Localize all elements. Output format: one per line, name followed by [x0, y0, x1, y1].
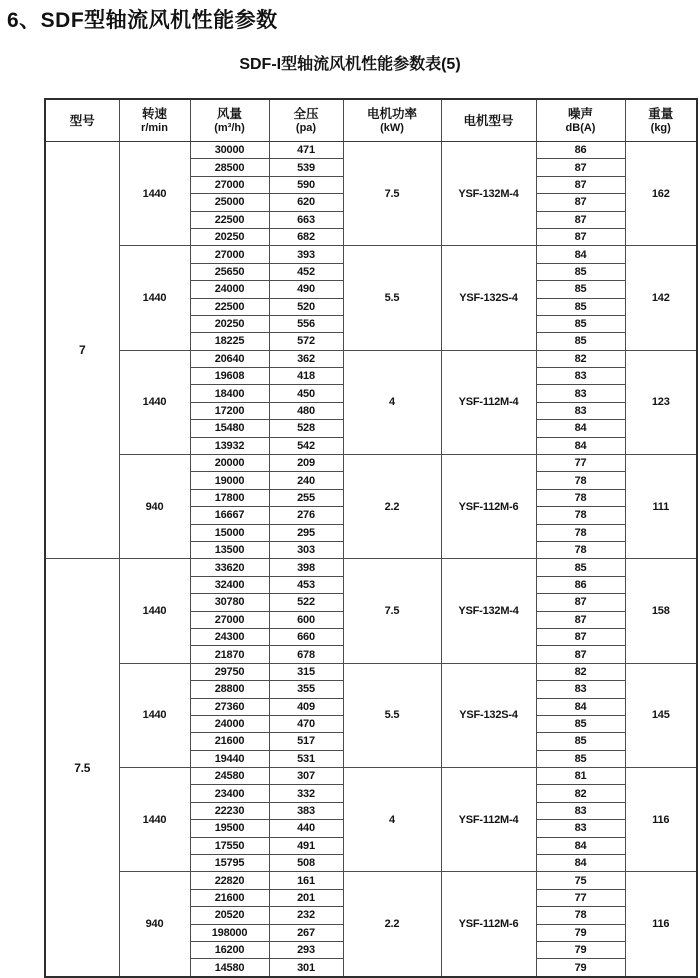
- airflow-cell: 22820: [190, 872, 269, 889]
- col-header-model: [45, 99, 119, 142]
- pressure-cell: 620: [269, 194, 343, 211]
- airflow-cell: 21600: [190, 733, 269, 750]
- power-cell: 4: [343, 350, 441, 454]
- noise-cell: 84: [536, 420, 625, 437]
- airflow-cell: 22500: [190, 298, 269, 315]
- table-row: [45, 768, 697, 785]
- noise-cell: 82: [536, 350, 625, 367]
- noise-cell: 85: [536, 298, 625, 315]
- airflow-cell: 21870: [190, 646, 269, 663]
- airflow-cell: 22500: [190, 211, 269, 228]
- airflow-cell: 24000: [190, 715, 269, 732]
- noise-cell: 79: [536, 924, 625, 941]
- noise-cell: 83: [536, 402, 625, 419]
- airflow-cell: 20250: [190, 228, 269, 245]
- airflow-cell: 23400: [190, 785, 269, 802]
- pressure-cell: 301: [269, 959, 343, 977]
- col-header-noise: [536, 99, 625, 142]
- page-subtitle: SDF-I型轴流风机性能参数表(5): [239, 56, 461, 73]
- airflow-cell: 30000: [190, 142, 269, 159]
- pressure-cell: 383: [269, 802, 343, 819]
- pressure-cell: 452: [269, 263, 343, 280]
- pressure-cell: 663: [269, 211, 343, 228]
- airflow-cell: 24000: [190, 281, 269, 298]
- airflow-cell: 20250: [190, 315, 269, 332]
- noise-cell: 83: [536, 385, 625, 402]
- pressure-cell: 491: [269, 837, 343, 854]
- motor-cell: YSF-132M-4: [441, 142, 536, 246]
- pressure-cell: 453: [269, 576, 343, 593]
- pressure-cell: 539: [269, 159, 343, 176]
- pressure-cell: 409: [269, 698, 343, 715]
- noise-cell: 87: [536, 594, 625, 611]
- noise-cell: 87: [536, 646, 625, 663]
- noise-cell: 79: [536, 959, 625, 977]
- airflow-cell: 24580: [190, 768, 269, 785]
- header-unit: dB(A): [565, 121, 596, 134]
- noise-cell: 87: [536, 194, 625, 211]
- pressure-cell: 470: [269, 715, 343, 732]
- airflow-cell: 20520: [190, 907, 269, 924]
- col-header-speed: [119, 99, 190, 142]
- pressure-cell: 678: [269, 646, 343, 663]
- noise-cell: 87: [536, 176, 625, 193]
- noise-cell: 77: [536, 889, 625, 906]
- airflow-cell: 13500: [190, 541, 269, 558]
- noise-cell: 86: [536, 142, 625, 159]
- power-cell: 4: [343, 768, 441, 872]
- speed-cell: 940: [119, 872, 190, 977]
- noise-cell: 85: [536, 315, 625, 332]
- noise-cell: 78: [536, 489, 625, 506]
- table-header-row: [45, 99, 697, 142]
- noise-cell: 85: [536, 750, 625, 767]
- noise-cell: 82: [536, 663, 625, 680]
- airflow-cell: 17550: [190, 837, 269, 854]
- page-heading: 6、SDF型轴流风机性能参数: [7, 9, 278, 32]
- pressure-cell: 393: [269, 246, 343, 263]
- noise-cell: 77: [536, 455, 625, 472]
- model-cell: 7.5: [45, 559, 119, 977]
- pressure-cell: 556: [269, 315, 343, 332]
- header-unit: (kg): [650, 121, 671, 134]
- noise-cell: 78: [536, 472, 625, 489]
- airflow-cell: 19608: [190, 368, 269, 385]
- noise-cell: 81: [536, 768, 625, 785]
- airflow-cell: 16667: [190, 507, 269, 524]
- power-cell: 5.5: [343, 246, 441, 350]
- noise-cell: 84: [536, 246, 625, 263]
- pressure-cell: 590: [269, 176, 343, 193]
- speed-cell: 1440: [119, 350, 190, 454]
- airflow-cell: 18400: [190, 385, 269, 402]
- header-unit: (m³/h): [214, 121, 245, 134]
- speed-cell: 1440: [119, 142, 190, 246]
- noise-cell: 78: [536, 507, 625, 524]
- pressure-cell: 355: [269, 681, 343, 698]
- motor-cell: YSF-112M-4: [441, 768, 536, 872]
- noise-cell: 85: [536, 559, 625, 576]
- header-label: 全压: [293, 106, 319, 121]
- pressure-cell: 660: [269, 628, 343, 645]
- col-header-power: [343, 99, 441, 142]
- model-cell: 7: [45, 142, 119, 559]
- header-label: 风量: [216, 106, 242, 121]
- speed-cell: 1440: [119, 246, 190, 350]
- pressure-cell: 531: [269, 750, 343, 767]
- pressure-cell: 572: [269, 333, 343, 350]
- noise-cell: 84: [536, 855, 625, 872]
- pressure-cell: 201: [269, 889, 343, 906]
- table-row: [45, 455, 697, 472]
- airflow-cell: 24300: [190, 628, 269, 645]
- noise-cell: 84: [536, 437, 625, 454]
- motor-cell: YSF-112M-4: [441, 350, 536, 454]
- header-unit: (pa): [295, 121, 317, 134]
- noise-cell: 84: [536, 837, 625, 854]
- airflow-cell: 27000: [190, 611, 269, 628]
- airflow-cell: 28800: [190, 681, 269, 698]
- pressure-cell: 255: [269, 489, 343, 506]
- airflow-cell: 30780: [190, 594, 269, 611]
- pressure-cell: 362: [269, 350, 343, 367]
- noise-cell: 78: [536, 907, 625, 924]
- power-cell: 7.5: [343, 142, 441, 246]
- pressure-cell: 293: [269, 941, 343, 958]
- airflow-cell: 27000: [190, 246, 269, 263]
- airflow-cell: 28500: [190, 159, 269, 176]
- noise-cell: 85: [536, 333, 625, 350]
- airflow-cell: 29750: [190, 663, 269, 680]
- airflow-cell: 21600: [190, 889, 269, 906]
- airflow-cell: 15480: [190, 420, 269, 437]
- pressure-cell: 161: [269, 872, 343, 889]
- table-row: [45, 663, 697, 680]
- power-cell: 5.5: [343, 663, 441, 767]
- speed-cell: 1440: [119, 559, 190, 663]
- airflow-cell: 198000: [190, 924, 269, 941]
- speed-cell: 1440: [119, 663, 190, 767]
- noise-cell: 85: [536, 733, 625, 750]
- pressure-cell: 232: [269, 907, 343, 924]
- noise-cell: 78: [536, 541, 625, 558]
- header-label: 噪声: [567, 106, 593, 121]
- pressure-cell: 490: [269, 281, 343, 298]
- pressure-cell: 440: [269, 820, 343, 837]
- weight-cell: 111: [625, 455, 697, 559]
- pressure-cell: 450: [269, 385, 343, 402]
- weight-cell: 116: [625, 872, 697, 977]
- weight-cell: 158: [625, 559, 697, 663]
- header-label: 电机型号: [463, 113, 514, 128]
- airflow-cell: 15000: [190, 524, 269, 541]
- airflow-cell: 33620: [190, 559, 269, 576]
- noise-cell: 79: [536, 941, 625, 958]
- noise-cell: 83: [536, 681, 625, 698]
- noise-cell: 87: [536, 228, 625, 245]
- noise-cell: 85: [536, 263, 625, 280]
- pressure-cell: 303: [269, 541, 343, 558]
- weight-cell: 116: [625, 768, 697, 872]
- header-label: 重量: [648, 106, 674, 121]
- col-header-weight: [625, 99, 697, 142]
- pressure-cell: 209: [269, 455, 343, 472]
- airflow-cell: 19500: [190, 820, 269, 837]
- pressure-cell: 480: [269, 402, 343, 419]
- airflow-cell: 32400: [190, 576, 269, 593]
- speed-cell: 940: [119, 455, 190, 559]
- pressure-cell: 542: [269, 437, 343, 454]
- col-header-airflow: [190, 99, 269, 142]
- pressure-cell: 600: [269, 611, 343, 628]
- airflow-cell: 25000: [190, 194, 269, 211]
- pressure-cell: 267: [269, 924, 343, 941]
- power-cell: 2.2: [343, 455, 441, 559]
- noise-cell: 86: [536, 576, 625, 593]
- airflow-cell: 25650: [190, 263, 269, 280]
- airflow-cell: 16200: [190, 941, 269, 958]
- weight-cell: 123: [625, 350, 697, 454]
- weight-cell: 162: [625, 142, 697, 246]
- pressure-cell: 418: [269, 368, 343, 385]
- speed-cell: 1440: [119, 768, 190, 872]
- motor-cell: YSF-132S-4: [441, 663, 536, 767]
- pressure-cell: 240: [269, 472, 343, 489]
- table-row: [45, 350, 697, 367]
- pressure-cell: 471: [269, 142, 343, 159]
- header-label: 电机功率: [366, 106, 417, 121]
- pressure-cell: 522: [269, 594, 343, 611]
- header-unit: r/min: [141, 121, 168, 134]
- motor-cell: YSF-112M-6: [441, 872, 536, 977]
- pressure-cell: 276: [269, 507, 343, 524]
- table-row: [45, 246, 697, 263]
- table-row: [45, 872, 697, 889]
- pressure-cell: 682: [269, 228, 343, 245]
- table-row: [45, 559, 697, 576]
- pressure-cell: 295: [269, 524, 343, 541]
- pressure-cell: 332: [269, 785, 343, 802]
- col-header-motor: [441, 99, 536, 142]
- table-body: [45, 142, 697, 977]
- noise-cell: 84: [536, 698, 625, 715]
- airflow-cell: 14580: [190, 959, 269, 977]
- power-cell: 2.2: [343, 872, 441, 977]
- noise-cell: 87: [536, 211, 625, 228]
- header-label: 型号: [69, 113, 95, 128]
- noise-cell: 75: [536, 872, 625, 889]
- airflow-cell: 17800: [190, 489, 269, 506]
- noise-cell: 85: [536, 715, 625, 732]
- noise-cell: 82: [536, 785, 625, 802]
- header-label: 转速: [141, 106, 167, 121]
- pressure-cell: 520: [269, 298, 343, 315]
- airflow-cell: 13932: [190, 437, 269, 454]
- motor-cell: YSF-132S-4: [441, 246, 536, 350]
- noise-cell: 85: [536, 281, 625, 298]
- noise-cell: 78: [536, 524, 625, 541]
- airflow-cell: 18225: [190, 333, 269, 350]
- power-cell: 7.5: [343, 559, 441, 663]
- noise-cell: 83: [536, 802, 625, 819]
- header-unit: (kW): [380, 121, 404, 134]
- weight-cell: 142: [625, 246, 697, 350]
- table-row: [45, 142, 697, 159]
- airflow-cell: 20000: [190, 455, 269, 472]
- pressure-cell: 307: [269, 768, 343, 785]
- airflow-cell: 19000: [190, 472, 269, 489]
- col-header-pressure: [269, 99, 343, 142]
- pressure-cell: 508: [269, 855, 343, 872]
- airflow-cell: 17200: [190, 402, 269, 419]
- pressure-cell: 528: [269, 420, 343, 437]
- noise-cell: 87: [536, 628, 625, 645]
- airflow-cell: 20640: [190, 350, 269, 367]
- noise-cell: 87: [536, 611, 625, 628]
- airflow-cell: 22230: [190, 802, 269, 819]
- airflow-cell: 27000: [190, 176, 269, 193]
- noise-cell: 83: [536, 368, 625, 385]
- noise-cell: 87: [536, 159, 625, 176]
- fan-performance-table: [44, 98, 698, 978]
- motor-cell: YSF-112M-6: [441, 455, 536, 559]
- weight-cell: 145: [625, 663, 697, 767]
- noise-cell: 83: [536, 820, 625, 837]
- airflow-cell: 27360: [190, 698, 269, 715]
- motor-cell: YSF-132M-4: [441, 559, 536, 663]
- airflow-cell: 19440: [190, 750, 269, 767]
- pressure-cell: 517: [269, 733, 343, 750]
- pressure-cell: 398: [269, 559, 343, 576]
- pressure-cell: 315: [269, 663, 343, 680]
- airflow-cell: 15795: [190, 855, 269, 872]
